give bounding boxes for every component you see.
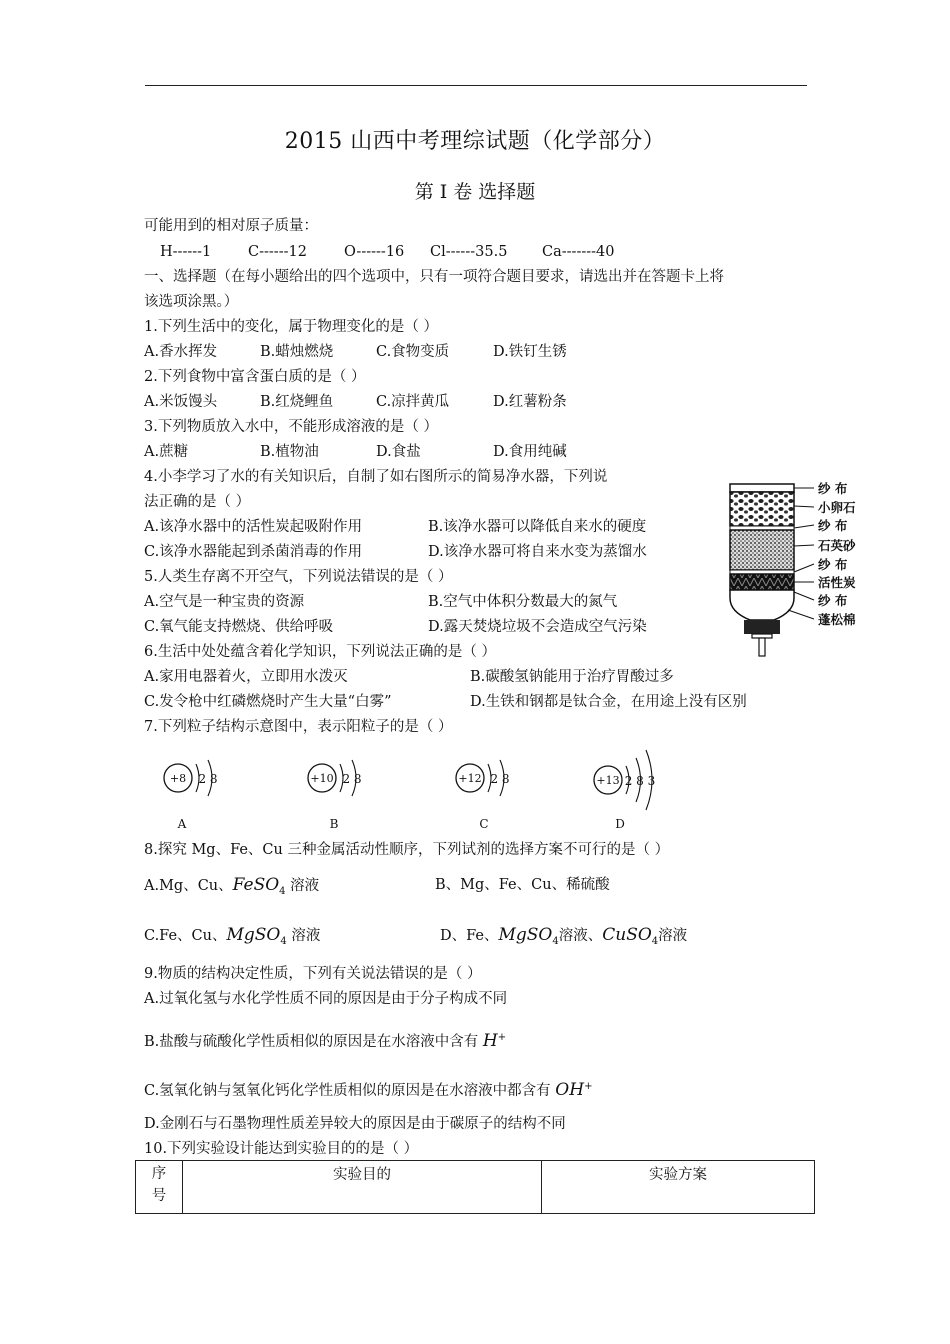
q10-stem: 10.下列实验设计能达到实验目的的是（ ） <box>144 1141 419 1157</box>
q1-option-a: A.香水挥发 <box>144 344 218 360</box>
mass-ca: Ca-------40 <box>542 244 615 260</box>
q2-option-d: D.红薯粉条 <box>493 394 567 410</box>
filter-label-activated-carbon: 活性炭 <box>818 575 856 590</box>
filter-label-cotton: 蓬松棉 <box>818 612 856 627</box>
header-number: 序 号 <box>136 1161 183 1214</box>
q8-d-formula-1: MgSO <box>498 925 553 945</box>
filter-label-gauze-3: 纱 布 <box>818 557 848 572</box>
q8-option-b: B、Mg、Fe、Cu、稀硫酸 <box>435 877 610 893</box>
q7-stem: 7.下列粒子结构示意图中，表示阳粒子的是（ ） <box>144 719 453 735</box>
q6-option-c: C.发令枪中红磷燃烧时产生大量“白雾” <box>144 694 392 710</box>
q5-option-b: B.空气中体积分数最大的氮气 <box>428 594 618 610</box>
q3-option-d: D.食用纯碱 <box>493 444 567 460</box>
q9-option-d: D.金刚石与石墨物理性质差异较大的原因是由于碳原子的结构不同 <box>144 1116 566 1132</box>
filter-label-gauze-4: 纱 布 <box>818 593 848 608</box>
bottle-body <box>730 484 794 656</box>
filter-label-quartz-sand: 石英砂 <box>818 538 856 553</box>
q6-option-b: B.碳酸氢钠能用于治疗胃酸过多 <box>470 669 674 685</box>
particle-b-letter: B <box>329 817 339 831</box>
particle-d-nucleus: +13 <box>596 774 620 787</box>
q4-stem-2: 法正确的是（ ） <box>144 494 251 510</box>
q6-stem: 6.生活中处处蕴含着化学知识，下列说法正确的是（ ） <box>144 644 496 660</box>
mass-cl: Cl------35.5 <box>430 244 508 260</box>
q8-option-a: A.Mg、Cu、FeSO$_4$ 溶液 <box>144 875 320 897</box>
q5-option-d: D.露天焚烧垃圾不会造成空气污染 <box>428 619 647 635</box>
q2-option-c: C.凉拌黄瓜 <box>376 394 450 410</box>
header-plan: 实验方案 <box>542 1161 815 1214</box>
q5-stem: 5.人类生存离不开空气，下列说法错误的是（ ） <box>144 569 453 585</box>
particle-a-nucleus: +8 <box>169 772 187 785</box>
q2-option-b: B.红烧鲤鱼 <box>260 394 334 410</box>
q1-stem: 1.下列生活中的变化，属于物理变化的是（ ） <box>144 319 438 335</box>
q9-stem: 9.物质的结构决定性质，下列有关说法错误的是（ ） <box>144 966 482 982</box>
table-header-row <box>136 1161 815 1214</box>
particle-a-letter: A <box>177 817 187 831</box>
filter-label-pebbles: 小卵石 <box>818 500 856 515</box>
q8-c-formula: MgSO <box>226 925 281 945</box>
q10-table <box>135 1160 815 1214</box>
q2-option-a: A.米饭馒头 <box>144 394 218 410</box>
q8-d-formula-2: CuSO <box>602 925 652 945</box>
section-instructions-1: 一、选择题（在每小题给出的四个选项中，只有一项符合题目要求，请选出并在答题卡上将 <box>144 269 724 285</box>
mass-h: H------1 <box>160 244 212 260</box>
q1-option-c: C.食物变质 <box>376 344 450 360</box>
section-instructions-2: 该选项涂黑。） <box>144 294 239 310</box>
particle-a <box>164 760 218 831</box>
q4-option-c: C.该净水器能起到杀菌消毒的作用 <box>144 544 363 560</box>
section-subtitle: 第 I 卷 选择题 <box>414 181 536 203</box>
q8-option-d: D、Fe、MgSO$_4$溶液、CuSO$_4$溶液 <box>440 925 688 947</box>
q3-option-c: D.食盐 <box>376 444 421 460</box>
page-title: 2015 山西中考理综试题（化学部分） <box>284 129 666 154</box>
q4-stem-1: 4.小李学习了水的有关知识后，自制了如右图所示的简易净水器，下列说 <box>144 469 608 485</box>
header-rule <box>145 85 807 86</box>
particle-d-letter: D <box>615 817 625 831</box>
mass-o: O------16 <box>344 244 405 260</box>
header-purpose: 实验目的 <box>183 1161 542 1214</box>
water-filter-diagram <box>718 474 868 660</box>
q1-option-d: D.铁钉生锈 <box>493 344 567 360</box>
atomic-mass-label: 可能用到的相对原子质量： <box>144 218 318 234</box>
q1-option-b: B.蜡烛燃烧 <box>260 344 334 360</box>
q4-option-a: A.该净水器中的活性炭起吸附作用 <box>144 519 363 535</box>
q8-stem: 8.探究 Mg、Fe、Cu 三种金属活动性顺序，下列试剂的选择方案不可行的是（ ） <box>144 842 670 858</box>
q4-option-d: D.该净水器可将自来水变为蒸馏水 <box>428 544 647 560</box>
q5-option-a: A.空气是一种宝贵的资源 <box>144 594 305 610</box>
particle-b-shells: 2 8 <box>342 772 362 786</box>
q5-option-c: C.氧气能支持燃烧、供给呼吸 <box>144 619 334 635</box>
particle-diagrams <box>150 748 670 834</box>
particle-c <box>456 760 510 831</box>
q3-stem: 3.下列物质放入水中，不能形成溶液的是（ ） <box>144 419 438 435</box>
q8-option-c: C.Fe、Cu、MgSO$_4$ 溶液 <box>144 925 321 947</box>
q4-option-b: B.该净水器可以降低自来水的硬度 <box>428 519 647 535</box>
filter-label-gauze-2: 纱 布 <box>818 518 848 533</box>
q9-option-c: C.氢氧化钠与氢氧化钙化学性质相似的原因是在水溶液中都含有 OH+ <box>144 1079 593 1100</box>
q8-a-formula: FeSO <box>232 875 280 895</box>
filter-label-gauze-1: 纱 布 <box>818 481 848 496</box>
q2-stem: 2.下列食物中富含蛋白质的是（ ） <box>144 369 366 385</box>
particle-c-shells: 2 8 <box>490 772 510 786</box>
mass-c: C------12 <box>248 244 307 260</box>
particle-c-letter: C <box>479 817 489 831</box>
q9-c-formula: OH <box>555 1079 585 1100</box>
particle-b <box>308 760 362 831</box>
q9-option-b: B.盐酸与硫酸化学性质相似的原因是在水溶液中含有 H+ <box>144 1030 507 1051</box>
q3-option-a: A.蔗糖 <box>144 444 189 460</box>
particle-b-nucleus: +10 <box>310 772 334 785</box>
q6-option-d: D.生铁和钢都是钛合金，在用途上没有区别 <box>470 694 747 710</box>
particle-a-shells: 2 8 <box>198 772 218 786</box>
particle-d-shells: 2 8 3 <box>624 774 656 788</box>
q9-option-a: A.过氧化氢与水化学性质不同的原因是由于分子构成不同 <box>144 991 508 1007</box>
q9-b-formula: H <box>482 1030 498 1051</box>
particle-d <box>594 750 655 831</box>
q3-option-b: B.植物油 <box>260 444 319 460</box>
particle-c-nucleus: +12 <box>458 772 482 785</box>
q6-option-a: A.家用电器着火，立即用水泼灭 <box>144 669 348 685</box>
